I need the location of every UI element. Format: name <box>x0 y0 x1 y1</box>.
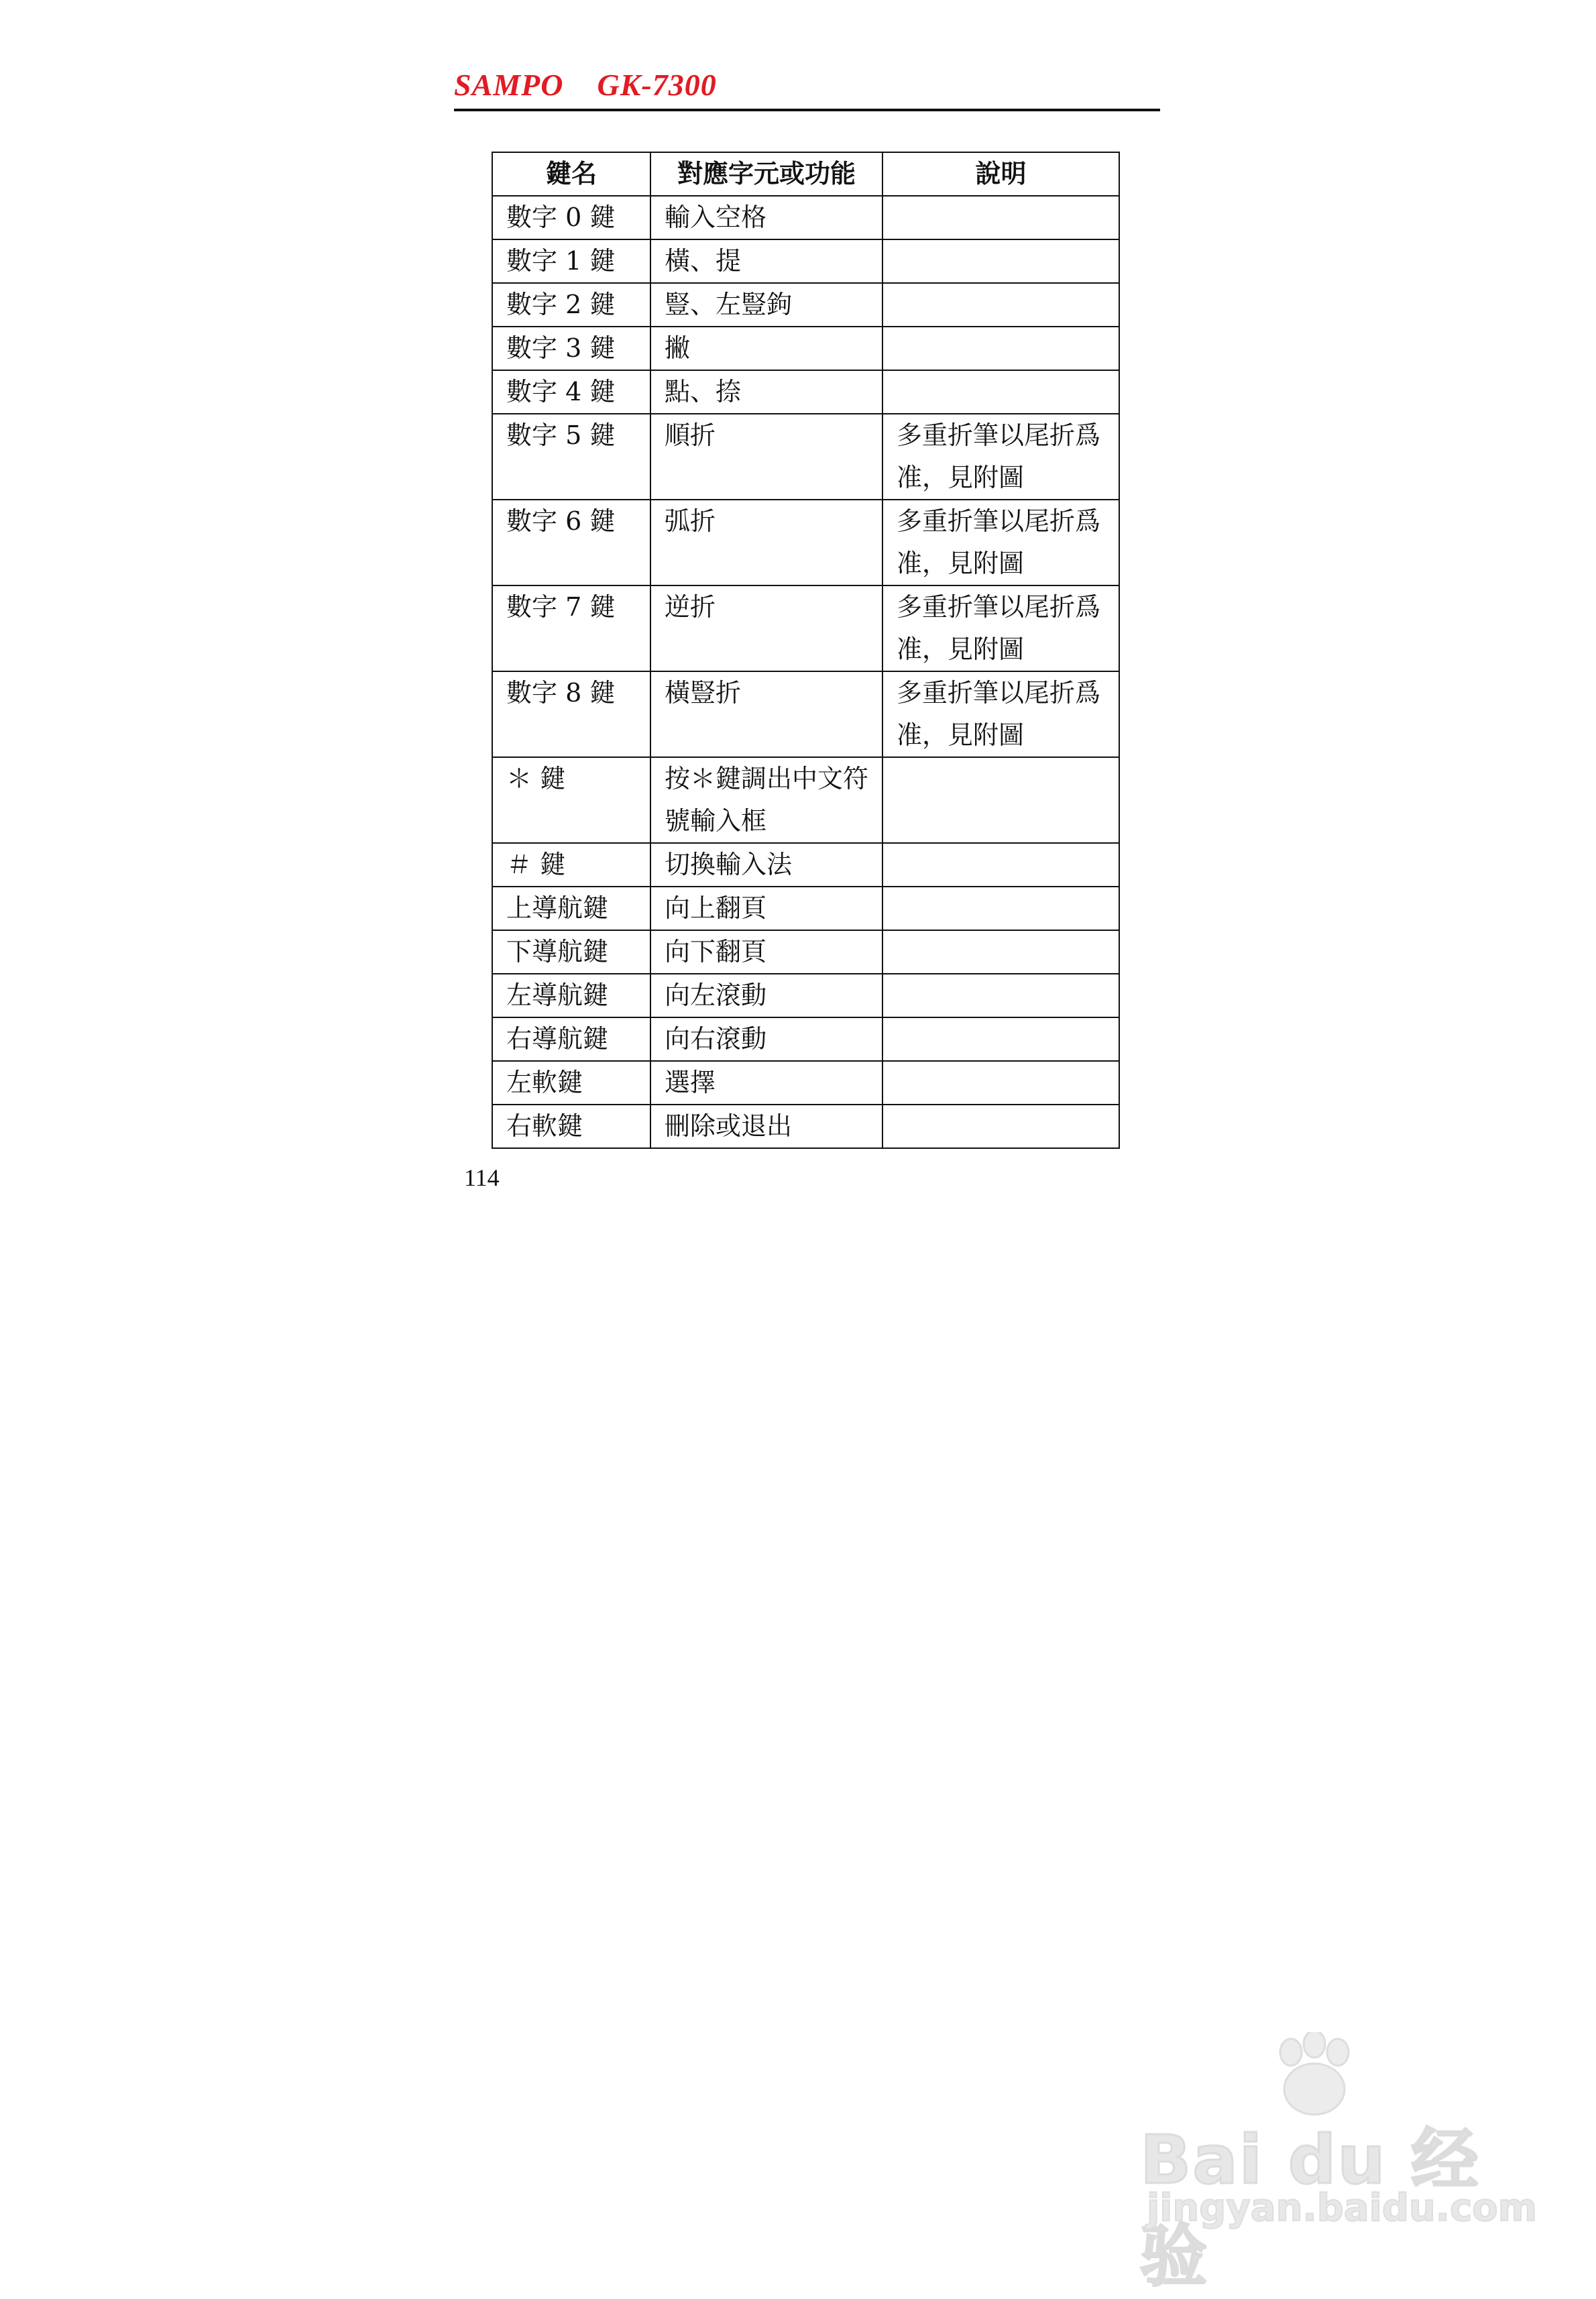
function-cell: 撇 <box>650 327 882 370</box>
baidu-jingyan-watermark <box>1140 2019 1538 2296</box>
function-cell: 切換輸入法 <box>650 843 882 887</box>
note-cell <box>882 1017 1119 1061</box>
function-cell: 輸入空格 <box>650 196 882 239</box>
table-row <box>492 1105 1119 1148</box>
page-number: 114 <box>464 1164 500 1191</box>
key-name-cell: 數字 1 鍵 <box>492 239 650 283</box>
table-row <box>492 1017 1119 1061</box>
note-cell <box>882 370 1119 414</box>
key-name-cell: 數字 5 鍵 <box>492 414 650 500</box>
header-brand: SAMPO GK-7300 <box>454 68 717 102</box>
note-cell <box>882 327 1119 370</box>
note-cell: 多重折筆以尾折爲准，見附圖 <box>882 414 1119 500</box>
key-name-cell: 左軟鍵 <box>492 1061 650 1105</box>
note-cell <box>882 1105 1119 1148</box>
function-cell: 弧折 <box>650 500 882 585</box>
note-cell: 多重折筆以尾折爲准，見附圖 <box>882 671 1119 757</box>
note-cell <box>882 974 1119 1017</box>
key-name-cell: 數字 3 鍵 <box>492 327 650 370</box>
note-cell <box>882 930 1119 974</box>
key-function-table <box>492 152 1120 1149</box>
function-cell: 刪除或退出 <box>650 1105 882 1148</box>
key-name-cell: 數字 4 鍵 <box>492 370 650 414</box>
table-row <box>492 974 1119 1017</box>
key-name-cell: 數字 0 鍵 <box>492 196 650 239</box>
function-cell: 橫、提 <box>650 239 882 283</box>
key-name-cell: 左導航鍵 <box>492 974 650 1017</box>
note-cell <box>882 196 1119 239</box>
table-row <box>492 843 1119 887</box>
table-header-row <box>492 152 1119 196</box>
key-name-cell: 數字 6 鍵 <box>492 500 650 585</box>
table-row <box>492 196 1119 239</box>
note-cell <box>882 757 1119 843</box>
function-cell: 點、捺 <box>650 370 882 414</box>
table-row <box>492 327 1119 370</box>
table-row <box>492 414 1119 500</box>
key-name-cell: 下導航鍵 <box>492 930 650 974</box>
function-cell: 逆折 <box>650 585 882 671</box>
key-name-cell: 上導航鍵 <box>492 887 650 930</box>
table-row <box>492 671 1119 757</box>
note-cell <box>882 239 1119 283</box>
table-row <box>492 239 1119 283</box>
note-cell <box>882 283 1119 327</box>
function-cell: 順折 <box>650 414 882 500</box>
table-row <box>492 757 1119 843</box>
column-header-key: 鍵名 <box>492 152 650 196</box>
watermark-logo-text: Bai du 经验 <box>1140 2121 1480 2296</box>
table-row <box>492 1061 1119 1105</box>
table-row <box>492 887 1119 930</box>
key-name-cell: 右導航鍵 <box>492 1017 650 1061</box>
note-cell <box>882 887 1119 930</box>
key-name-cell: 右軟鍵 <box>492 1105 650 1148</box>
key-name-cell: 數字 2 鍵 <box>492 283 650 327</box>
column-header-function: 對應字元或功能 <box>650 152 882 196</box>
note-cell: 多重折筆以尾折爲准，見附圖 <box>882 585 1119 671</box>
table-row <box>492 930 1119 974</box>
function-cell: 向下翻頁 <box>650 930 882 974</box>
column-header-note: 說明 <box>882 152 1119 196</box>
function-cell: 向左滾動 <box>650 974 882 1017</box>
function-cell: 向上翻頁 <box>650 887 882 930</box>
key-name-cell: ＃ 鍵 <box>492 843 650 887</box>
function-cell: 豎、左豎鉤 <box>650 283 882 327</box>
key-name-cell: 數字 8 鍵 <box>492 671 650 757</box>
table-row <box>492 500 1119 585</box>
function-cell: 選擇 <box>650 1061 882 1105</box>
key-name-cell: ＊ 鍵 <box>492 757 650 843</box>
table-row <box>492 585 1119 671</box>
watermark-url: jingyan.baidu.com <box>1147 2186 1538 2230</box>
page-header <box>454 67 1160 111</box>
function-cell: 按＊鍵調出中文符號輸入框 <box>650 757 882 843</box>
table-row <box>492 283 1119 327</box>
note-cell <box>882 1061 1119 1105</box>
table-row <box>492 370 1119 414</box>
key-name-cell: 數字 7 鍵 <box>492 585 650 671</box>
function-cell: 向右滾動 <box>650 1017 882 1061</box>
note-cell <box>882 843 1119 887</box>
note-cell: 多重折筆以尾折爲准，見附圖 <box>882 500 1119 585</box>
function-cell: 橫豎折 <box>650 671 882 757</box>
